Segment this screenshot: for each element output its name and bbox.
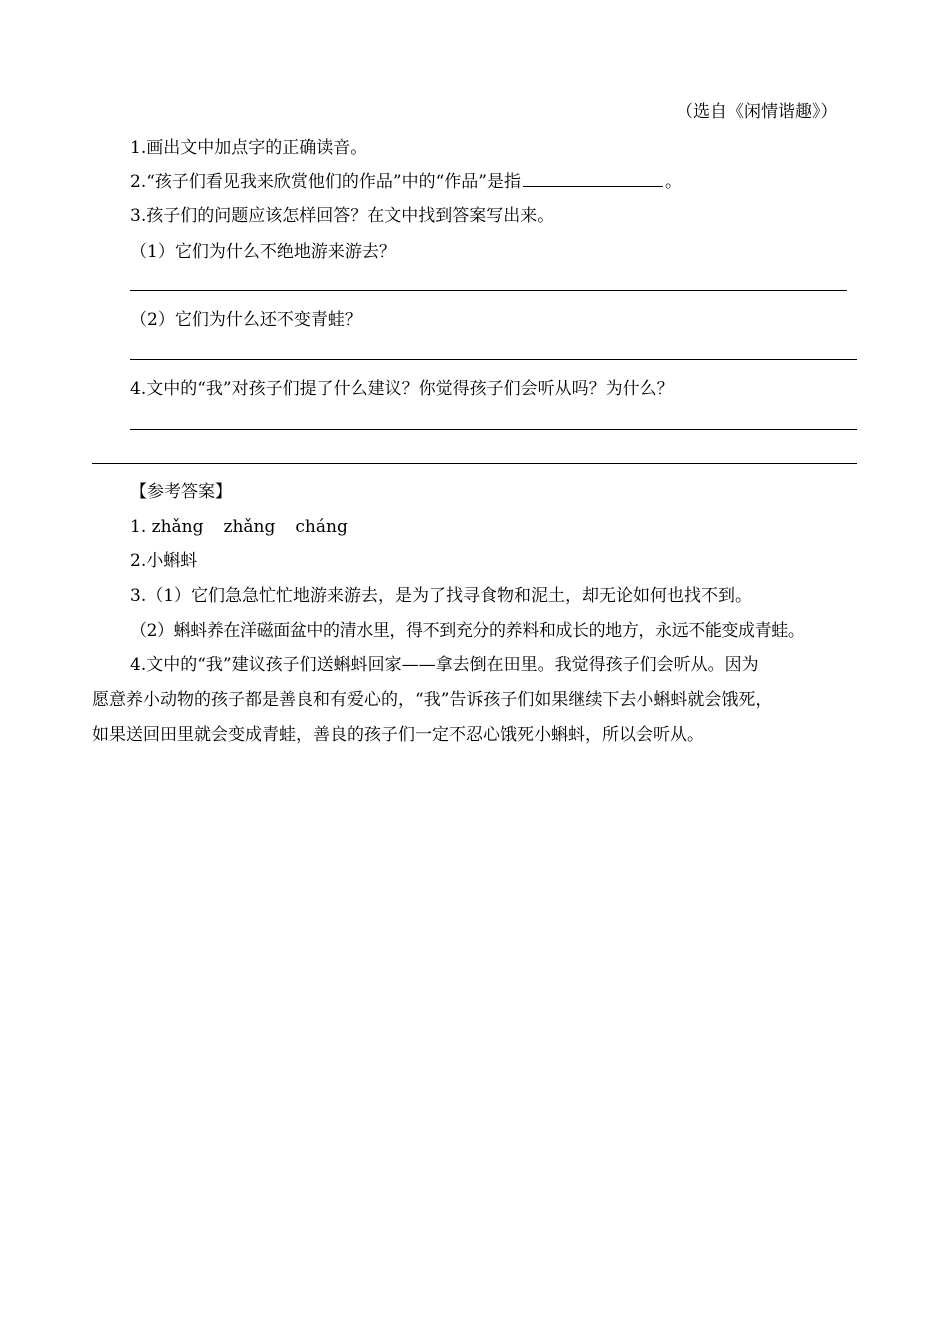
question-1: 1.画出文中加点字的正确读音。 bbox=[130, 138, 368, 158]
answer-2: 2.小蝌蚪 bbox=[130, 551, 198, 571]
answers-heading: 【参考答案】 bbox=[130, 482, 232, 502]
answer-3-1: 3.（1）它们急急忙忙地游来游去，是为了找寻食物和泥土，却无论如何也找不到。 bbox=[130, 586, 753, 606]
answer-4-line-3: 如果送回田里就会变成青蛙，善良的孩子们一定不忍心饿死小蝌蚪，所以会听从。 bbox=[92, 725, 704, 745]
answer-1-reading-1: zhǎng bbox=[151, 517, 204, 537]
answer-1-label: 1. bbox=[130, 517, 147, 537]
answer-1-reading-3: cháng bbox=[295, 517, 348, 537]
answer-1-reading-2: zhǎng bbox=[223, 517, 276, 537]
question-2 bbox=[130, 172, 682, 192]
question-4-answer-line-2[interactable] bbox=[704, 463, 857, 464]
question-2-text: 2.“孩子们看见我来欣赏他们的作品”中的“作品”是指 bbox=[130, 172, 521, 192]
answer-4-line-1: 4.文中的“我”建议孩子们送蝌蚪回家——拿去倒在田里。我觉得孩子们会听从。因为 bbox=[130, 655, 759, 675]
answer-1 bbox=[130, 517, 348, 537]
source-citation: （选自《闲情谐趣》） bbox=[676, 102, 838, 122]
section-divider bbox=[92, 463, 704, 464]
question-4: 4.文中的“我”对孩子们提了什么建议？你觉得孩子们会听从吗？为什么？ bbox=[130, 379, 674, 399]
question-3-2-answer-line[interactable] bbox=[130, 359, 857, 360]
question-3-1: （1）它们为什么不绝地游来游去？ bbox=[130, 242, 396, 262]
answer-3-2: （2）蝌蚪养在洋磁面盆中的清水里，得不到充分的养料和成长的地方，永远不能变成青蛙。 bbox=[130, 621, 805, 641]
question-2-end: 。 bbox=[664, 172, 682, 192]
question-3-2: （2）它们为什么还不变青蛙？ bbox=[130, 310, 362, 330]
question-3: 3.孩子们的问题应该怎样回答？在文中找到答案写出来。 bbox=[130, 206, 555, 226]
question-2-answer-blank[interactable] bbox=[523, 172, 663, 187]
answer-4-line-2: 愿意养小动物的孩子都是善良和有爱心的，“我”告诉孩子们如果继续下去小蝌蚪就会饿死， bbox=[92, 690, 773, 710]
question-4-answer-line-1[interactable] bbox=[130, 429, 857, 430]
question-3-1-answer-line[interactable] bbox=[130, 290, 847, 291]
